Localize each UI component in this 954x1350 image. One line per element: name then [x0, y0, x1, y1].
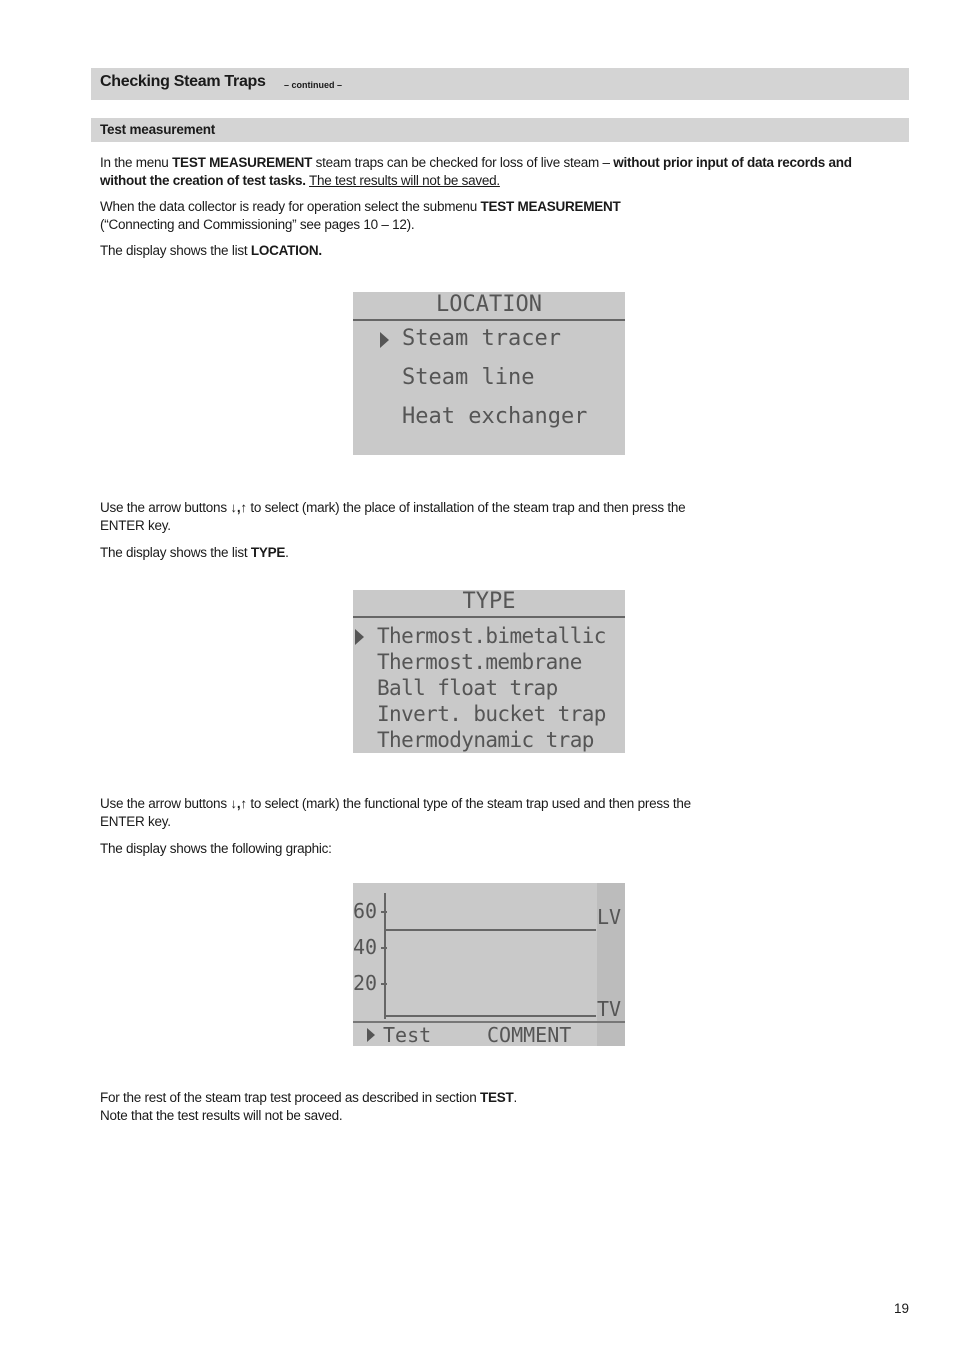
- arrows-instruction-2-line-1: Use the arrow buttons ↓,↑ to select (mark) the functional type of the steam trap used and then press the: [100, 796, 691, 811]
- y-tick-60: 60: [353, 899, 378, 923]
- arrow-buttons-icon: ↓,↑: [230, 500, 247, 515]
- type-item-invert-bucket-trap[interactable]: Invert. bucket trap: [377, 702, 606, 726]
- location-display: [353, 292, 625, 455]
- graph-baseline: [384, 1015, 596, 1017]
- type-display: [353, 590, 625, 753]
- arrows-instruction-2-line-2: ENTER key.: [100, 814, 171, 829]
- subsection-header: [91, 118, 909, 142]
- location-item-steam-tracer[interactable]: Steam tracer: [402, 326, 561, 351]
- page-title: Checking Steam Traps: [100, 73, 266, 90]
- rest-line-1: For the rest of the steam trap test proceed as described in section TEST.: [100, 1090, 517, 1105]
- intro-line-2: without the creation of test tasks. The test results will not be saved.: [100, 173, 500, 188]
- y-tick-mark: [381, 947, 387, 949]
- display-title-rule: [353, 616, 625, 618]
- arrows-instruction-1-line-1: Use the arrow buttons ↓,↑ to select (mark) the place of installation of the steam trap and then press the: [100, 500, 686, 515]
- ready-line-2: (“Connecting and Commissioning” see pages 10 – 12).: [100, 217, 415, 232]
- tv-label: TV: [597, 997, 622, 1021]
- selection-cursor-icon: [355, 629, 364, 645]
- y-tick-mark: [381, 983, 387, 985]
- graph-display: [353, 883, 625, 1046]
- section-header: [91, 68, 909, 100]
- page-number: 19: [893, 1301, 909, 1316]
- shows-location-text: The display shows the list LOCATION.: [100, 243, 322, 258]
- intro-line-1: In the menu TEST MEASUREMENT steam traps can be checked for loss of live steam – without prior input of data records and: [100, 155, 852, 170]
- y-tick-mark: [381, 911, 387, 913]
- shows-type-text: The display shows the list TYPE.: [100, 545, 289, 560]
- location-item-heat-exchanger[interactable]: Heat exchanger: [402, 404, 588, 429]
- continued-label: – continued –: [284, 80, 343, 90]
- lv-threshold-line: [386, 929, 596, 931]
- menu-comment-button[interactable]: COMMENT: [487, 1023, 572, 1046]
- arrows-instruction-1-line-2: ENTER key.: [100, 518, 171, 533]
- menu-test-button[interactable]: Test: [383, 1023, 432, 1046]
- shows-graphic-text: The display shows the following graphic:: [100, 841, 332, 856]
- selection-cursor-icon: [380, 332, 389, 348]
- arrow-buttons-icon: ↓,↑: [230, 796, 247, 811]
- rest-line-2: Note that the test results will not be saved.: [100, 1108, 343, 1123]
- y-tick-40: 40: [353, 935, 378, 959]
- display-title-rule: [353, 319, 625, 321]
- type-display-title: TYPE: [462, 590, 516, 614]
- location-display-title: LOCATION: [436, 292, 542, 317]
- ready-line-1: When the data collector is ready for operation select the submenu TEST MEASUREMENT: [100, 199, 621, 214]
- type-item-thermost-bimetallic[interactable]: Thermost.bimetallic: [377, 624, 606, 648]
- y-tick-20: 20: [353, 971, 378, 995]
- lv-label: LV: [597, 905, 622, 929]
- location-item-steam-line[interactable]: Steam line: [402, 365, 535, 390]
- subsection-title: Test measurement: [100, 122, 216, 137]
- selection-cursor-icon: [367, 1028, 375, 1042]
- type-item-ball-float-trap[interactable]: Ball float trap: [377, 676, 558, 700]
- type-item-thermodynamic-trap[interactable]: Thermodynamic trap: [377, 728, 594, 752]
- type-item-thermost-membrane[interactable]: Thermost.membrane: [377, 650, 582, 674]
